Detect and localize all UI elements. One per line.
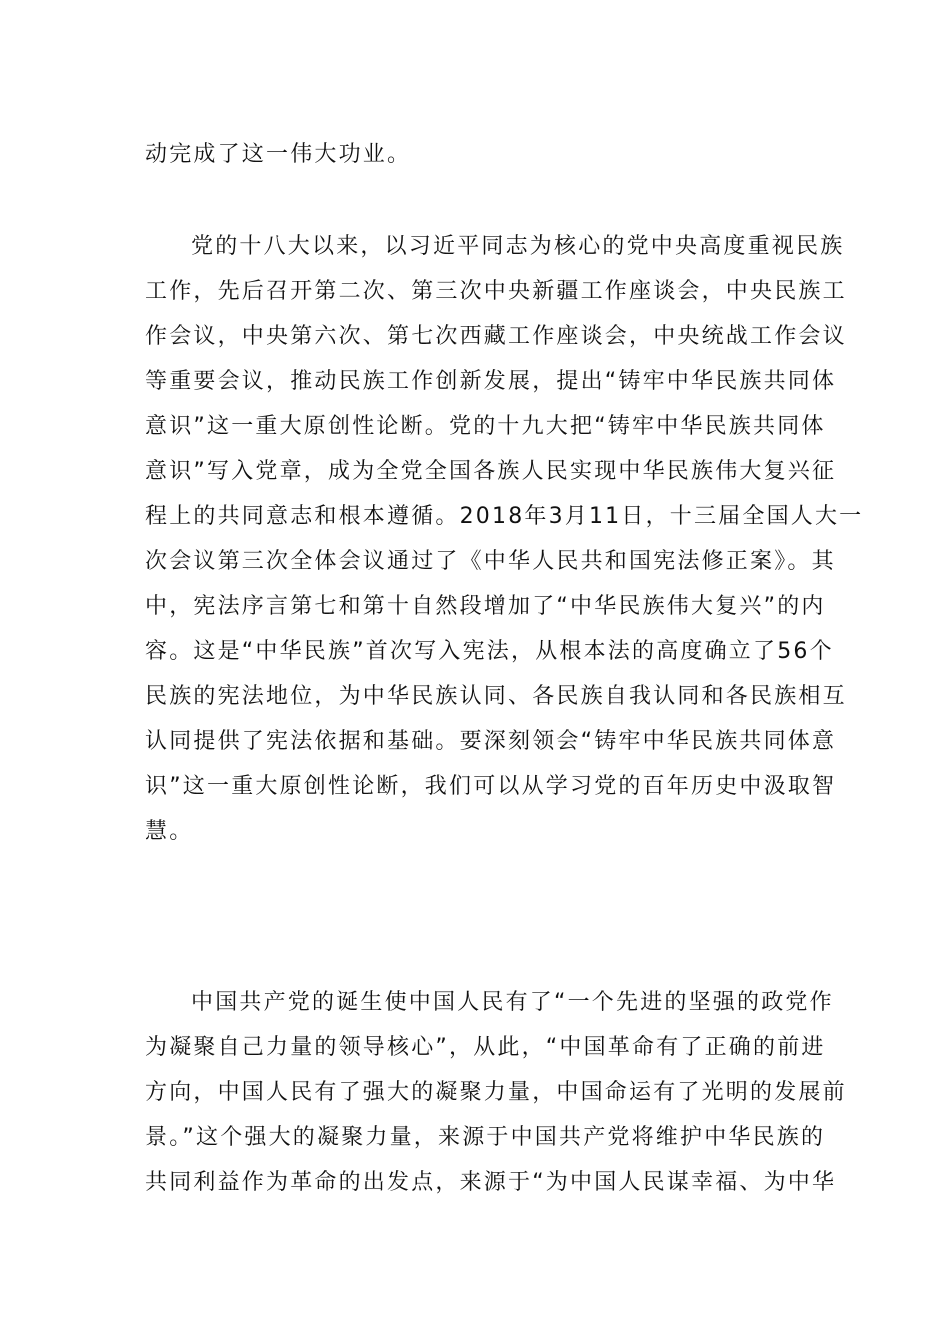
text-line: 动完成了这一伟大功业。 bbox=[145, 142, 412, 167]
text-line: 中国共产党的诞生使中国人民有了“一个先进的坚强的政党作 bbox=[191, 990, 834, 1015]
paragraph-ethnic-work bbox=[145, 224, 864, 854]
text-line: 为凝聚自己力量的领导核心”，从此，“中国革命有了正确的前进 bbox=[145, 1035, 826, 1060]
text-line: 程上的共同意志和根本遵循。2018年3月11日，十三届全国人大一 bbox=[145, 504, 864, 529]
paragraph-party-founding bbox=[145, 980, 847, 1205]
text-line: 民族的宪法地位，为中华民族认同、各民族自我认同和各民族相互 bbox=[145, 684, 847, 709]
text-line: 中，宪法序言第七和第十自然段增加了“中华民族伟大复兴”的内 bbox=[145, 594, 826, 619]
text-line: 景。”这个强大的凝聚力量，来源于中国共产党将维护中华民族的 bbox=[145, 1125, 826, 1150]
text-line: 共同利益作为革命的出发点，来源于“为中国人民谋幸福、为中华 bbox=[145, 1170, 837, 1195]
text-line: 意识”写入党章，成为全党全国各族人民实现中华民族伟大复兴征 bbox=[145, 459, 837, 484]
text-line: 党的十八大以来，以习近平同志为核心的党中央高度重视民族 bbox=[191, 234, 845, 259]
text-line: 次会议第三次全体会议通过了《中华人民共和国宪法修正案》。其 bbox=[145, 549, 836, 574]
paragraph-continuation bbox=[145, 132, 805, 177]
text-line: 识”这一重大原创性论断，我们可以从学习党的百年历史中汲取智 bbox=[145, 774, 837, 799]
text-line: 等重要会议，推动民族工作创新发展，提出“铸牢中华民族共同体 bbox=[145, 369, 837, 394]
text-line: 方向，中国人民有了强大的凝聚力量，中国命运有了光明的发展前 bbox=[145, 1080, 847, 1105]
text-line: 慧。 bbox=[145, 819, 194, 844]
text-line: 容。这是“中华民族”首次写入宪法，从根本法的高度确立了56个 bbox=[145, 639, 834, 664]
text-line: 意识”这一重大原创性论断。党的十九大把“铸牢中华民族共同体 bbox=[145, 414, 826, 439]
text-line: 作会议，中央第六次、第七次西藏工作座谈会，中央统战工作会议 bbox=[145, 324, 847, 349]
text-line: 工作，先后召开第二次、第三次中央新疆工作座谈会，中央民族工 bbox=[145, 279, 847, 304]
text-line: 认同提供了宪法依据和基础。要深刻领会“铸牢中华民族共同体意 bbox=[145, 729, 837, 754]
